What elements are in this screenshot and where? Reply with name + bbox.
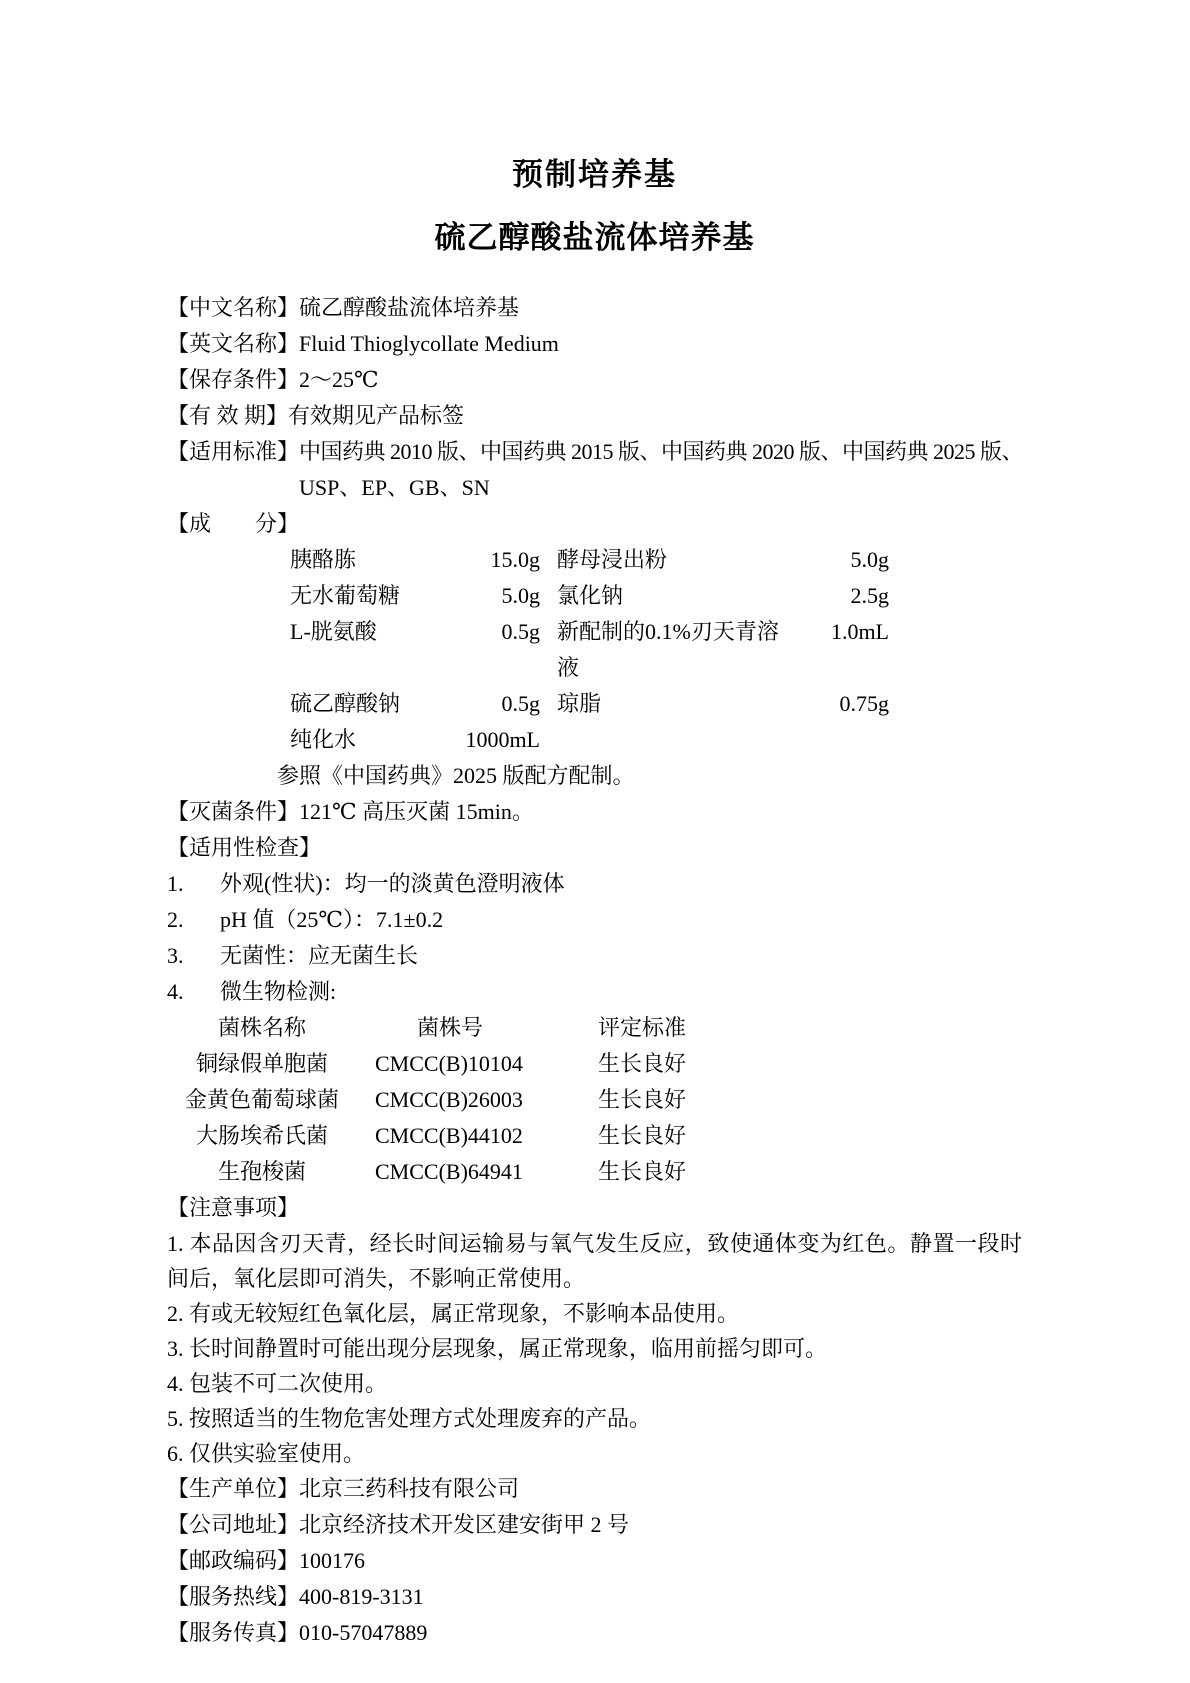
field-label: 【适用标准】 [167,439,300,464]
field-service-hotline [167,1579,1022,1615]
ingredient-name: 新配制的0.1%刃天青溶液 [557,619,779,680]
composition-reference-note: 参照《中国药典》2025 版配方配制。 [277,763,635,788]
ingredient-name: 氯化钠 [557,583,624,608]
composition-row [290,686,889,722]
composition-row [290,578,889,614]
ingredient-qty [799,722,889,758]
composition-row [290,542,889,578]
field-shelf-life [167,398,1022,434]
field-value: 硫乙醇酸盐流体培养基 [299,295,520,320]
suitability-item-appearance [167,866,1022,902]
item-text: 外观(性状)：均一的淡黄色澄明液体 [220,871,565,896]
field-label: 【中文名称】 [167,295,300,320]
strain-number: CMCC(B)10104 [375,1051,523,1076]
strain-table-row [167,1082,1022,1118]
ingredient-qty: 1000mL [465,727,540,752]
ingredient-name [540,722,799,758]
ingredient-name: L-胱氨酸 [290,619,377,644]
field-label: 【有 效 期】 [167,403,289,428]
ingredient-qty: 1.0mL [830,619,889,644]
field-chinese-name [167,290,1022,326]
standards-line-1: 中国药典 2010 版、中国药典 2015 版、中国药典 2020 版、中国药典 2025 版、 [299,439,1024,464]
strain-table-row [167,1046,1022,1082]
ingredient-qty: 2.5g [850,583,889,608]
ingredient-name: 纯化水 [290,727,357,752]
standards-line-2: USP、EP、GB、SN [299,475,490,500]
item-number: 3. [167,943,184,968]
item-number: 2. [167,907,184,932]
item-text: 无菌性：应无菌生长 [220,943,419,968]
strain-criteria: 生长良好 [598,1159,687,1184]
field-label: 【英文名称】 [167,331,300,356]
field-label: 【服务热线】 [167,1584,300,1609]
precaution-item: 2. 有或无较短红色氧化层，属正常现象，不影响本品使用。 [167,1301,740,1326]
ingredient-qty: 0.75g [839,691,889,716]
field-value: Fluid Thioglycollate Medium [299,331,559,356]
item-text: pH 值（25℃）：7.1±0.2 [220,907,444,932]
ingredient-qty: 5.0g [850,547,889,572]
field-label: 【灭菌条件】 [167,799,300,824]
field-manufacturer [167,1471,1022,1507]
ingredient-qty: 15.0g [490,547,540,572]
ingredient-name: 酵母浸出粉 [557,547,668,572]
suitability-item-ph [167,902,1022,938]
ingredient-qty: 0.5g [501,619,540,644]
strain-criteria: 生长良好 [598,1123,687,1148]
field-value: 100176 [299,1548,366,1573]
precautions-section-label: 【注意事项】 [167,1195,300,1220]
field-value: 2～25℃ [299,367,379,392]
field-label: 【生产单位】 [167,1476,300,1501]
page-title: 预制培养基 [512,157,677,192]
strain-name: 生孢梭菌 [217,1159,306,1184]
ingredient-qty: 5.0g [501,583,540,608]
field-storage-condition [167,362,1022,398]
item-number: 4. [167,979,184,1004]
strain-criteria: 生长良好 [598,1051,687,1076]
field-company-address [167,1507,1022,1543]
field-value: 121℃ 高压灭菌 15min。 [299,799,534,824]
ingredient-name: 琼脂 [557,691,602,716]
strain-criteria-header: 评定标准 [598,1015,687,1040]
page-subtitle: 硫乙醇酸盐流体培养基 [434,220,755,255]
precaution-item: 3. 长时间静置时可能出现分层现象，属正常现象，临用前摇匀即可。 [167,1336,828,1361]
field-postal-code [167,1543,1022,1579]
strain-number-header: 菌株号 [416,1015,483,1040]
strain-name: 铜绿假单胞菌 [195,1051,328,1076]
ingredient-name: 无水葡萄糖 [290,583,401,608]
field-label: 【邮政编码】 [167,1548,300,1573]
ingredient-name: 硫乙醇酸钠 [290,691,401,716]
field-service-fax [167,1615,1022,1651]
field-sterilization [167,794,1022,830]
field-applicable-standards [167,434,1022,506]
field-value: 北京三药科技有限公司 [299,1476,520,1501]
precaution-item: 5. 按照适当的生物危害处理方式处理废弃的产品。 [167,1406,652,1431]
ingredient-name: 胰酪胨 [290,547,357,572]
composition-row [290,722,889,758]
strain-number: CMCC(B)64941 [375,1159,523,1184]
field-label: 【服务传真】 [167,1620,300,1645]
field-value: 北京经济技术开发区建安街甲 2 号 [299,1512,630,1537]
precaution-item: 4. 包装不可二次使用。 [167,1371,388,1396]
strain-name: 大肠埃希氏菌 [195,1123,328,1148]
strain-criteria: 生长良好 [598,1087,687,1112]
precaution-item: 1. 本品因含刃天青，经长时间运输易与氧气发生反应，致使通体变为红色。静置一段时间后，氧化层即可消失，不影响正常使用。 [167,1231,1022,1291]
field-value: 有效期见产品标签 [288,403,465,428]
composition-section-label: 【成 分】 [167,511,300,536]
suitability-item-microbial [167,974,1022,1010]
strain-name-header: 菌株名称 [217,1015,306,1040]
ingredient-qty: 0.5g [501,691,540,716]
strain-table-header [167,1010,1022,1046]
field-label: 【公司地址】 [167,1512,300,1537]
composition-row [290,614,889,686]
strain-table-row [167,1118,1022,1154]
strain-table-row [167,1154,1022,1190]
field-english-name [167,326,1022,362]
field-value: 010-57047889 [299,1620,428,1645]
strain-number: CMCC(B)44102 [375,1123,523,1148]
field-value [299,434,1023,506]
precaution-item: 6. 仅供实验室使用。 [167,1441,366,1466]
suitability-section-label: 【适用性检查】 [167,835,322,860]
item-number: 1. [167,871,184,896]
strain-number: CMCC(B)26003 [375,1087,523,1112]
field-label: 【保存条件】 [167,367,300,392]
field-value: 400-819-3131 [299,1584,424,1609]
item-text: 微生物检测: [220,979,337,1004]
strain-name: 金黄色葡萄球菌 [184,1087,339,1112]
suitability-item-sterility [167,938,1022,974]
